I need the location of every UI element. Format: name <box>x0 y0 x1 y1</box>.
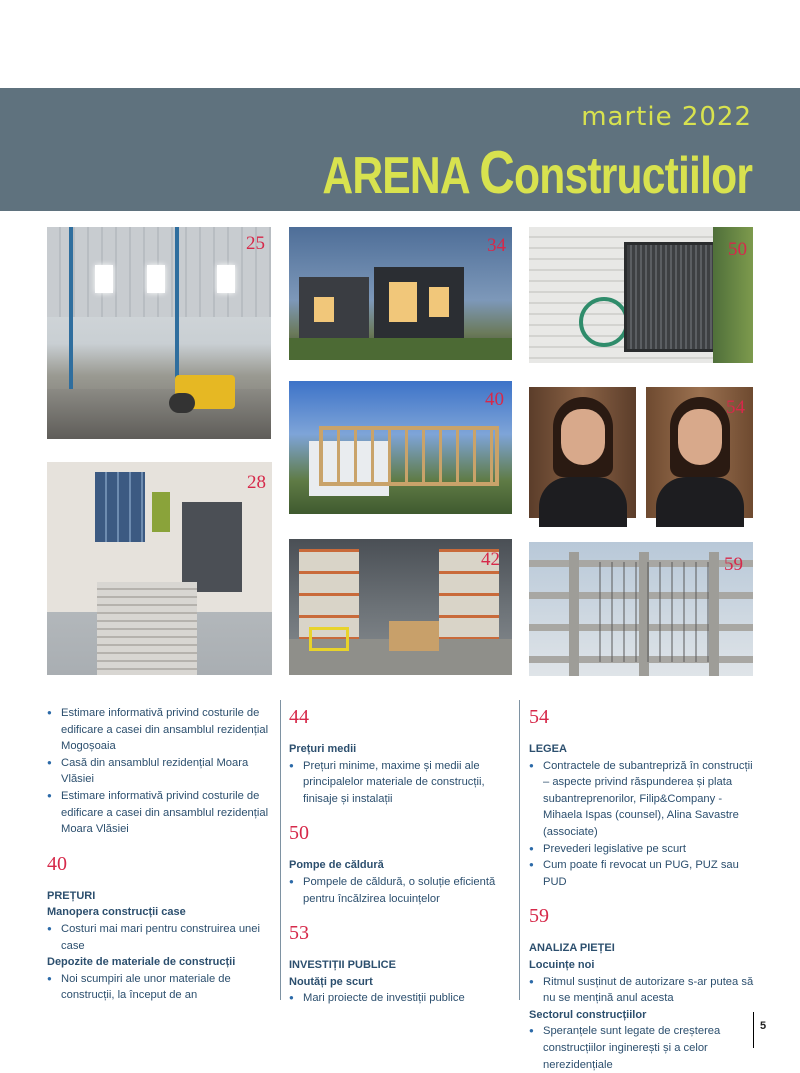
house-left <box>299 277 369 339</box>
toc-item[interactable]: ● Pompele de căldură, o soluție eficientă pentru încălzirea locuințelor <box>289 874 511 907</box>
page-ref-number: 34 <box>487 235 506 256</box>
page-ref-number: 28 <box>247 472 266 493</box>
column-divider <box>280 700 281 1000</box>
photo-portrait-1 <box>529 387 636 518</box>
hall-beam <box>175 227 179 392</box>
toc-item[interactable]: ● Costuri mai mari pentru construirea unei case <box>47 921 272 954</box>
hall-light <box>217 265 235 293</box>
page-number-heading: 44 <box>289 706 309 728</box>
subsection-title: Manopera construcții case <box>47 906 186 919</box>
toc-item[interactable]: ● Mari proiecte de investiții publice <box>289 990 511 1007</box>
safety-rail <box>309 627 349 651</box>
lawn <box>289 338 512 360</box>
concrete-column <box>569 552 579 676</box>
house-right <box>374 267 464 339</box>
column-divider <box>519 700 520 1000</box>
toc-item[interactable]: ● Speranțele sunt legate de creșterea construcțiilor inginerești și a celor nerezidențiale <box>529 1023 759 1073</box>
toc-item[interactable]: ● Ritmul susținut de autorizare s-ar putea să nu se mențină anul acesta <box>529 974 759 1007</box>
title-cap: C <box>479 139 514 206</box>
heat-pump-unit <box>624 242 716 352</box>
section-title: Pompe de căldură <box>289 859 384 872</box>
green-panel <box>152 492 170 532</box>
title-part1: ARENA <box>322 147 480 205</box>
hall-beam <box>69 227 73 392</box>
glass-facade <box>95 472 145 542</box>
page-number-heading: 53 <box>289 922 309 945</box>
page-ref-number: 50 <box>728 239 747 260</box>
page-ref-number: 59 <box>724 554 743 575</box>
timber-frame <box>319 426 499 486</box>
hall-light <box>147 265 165 293</box>
page-ref-number: 42 <box>481 549 500 570</box>
photo-concrete-frame <box>529 542 753 676</box>
page-number-heading: 40 <box>47 852 67 875</box>
toc-item[interactable]: ● Cum poate fi revocat un PUG, PUZ sau PUD <box>529 857 759 890</box>
toc-column-1 <box>47 705 272 1004</box>
page-number-heading: 54 <box>529 706 549 728</box>
photo-roof-framing <box>289 381 512 514</box>
toc-item[interactable]: ● Prețuri minime, maxime și medii ale principalelor materiale de construcții, finisaje și instalații <box>289 758 511 808</box>
page-number-rule <box>753 1012 754 1048</box>
photo-industrial-hall <box>47 227 271 439</box>
photo-warehouse <box>289 539 512 675</box>
lit-window <box>314 297 334 322</box>
section-title: PREȚURI <box>47 889 96 902</box>
photo-heat-pump <box>529 227 753 363</box>
page-ref-number: 25 <box>246 233 265 254</box>
subsection-title: Sectorul construcțiilor <box>529 1008 647 1021</box>
toc-item[interactable]: ● Prevederi legislative pe scurt <box>529 841 759 858</box>
subsection-title: Locuințe noi <box>529 958 595 971</box>
hall-light <box>95 265 113 293</box>
scaffolding <box>589 562 719 662</box>
garden-hose <box>579 297 629 347</box>
subsection-title: Depozite de materiale de construcții <box>47 956 236 969</box>
page-ref-number: 54 <box>726 397 745 418</box>
toc-column-2 <box>289 705 511 1007</box>
page-number-heading: 50 <box>289 822 309 845</box>
pallet <box>389 621 439 651</box>
toc-item[interactable]: ● Noi scumpiri ale unor materiale de construcții, la început de an <box>47 971 272 1004</box>
lit-window <box>389 282 417 322</box>
storage-rack <box>299 549 359 639</box>
page-number: 5 <box>760 1020 767 1032</box>
dark-balconies <box>182 502 242 592</box>
toc-item[interactable]: ● Casă din ansamblul rezidențial Moara Vlăsiei <box>47 755 272 788</box>
road-roller <box>175 375 235 409</box>
toc-item[interactable]: ● Estimare informativă privind costurile de edificare a casei din ansamblul rezidențial Mogoșoaia <box>47 705 272 755</box>
photo-portrait-2 <box>646 387 753 518</box>
photo-modern-houses <box>289 227 512 360</box>
toc-item[interactable]: ● Contractele de subantrepriză în construcții – aspecte privind răspunderea și plata subantreprenorilor, Filip&Company - Mihaela Ispas (counsel), Alina Savastre (associate) <box>529 758 759 841</box>
jacket <box>656 477 744 527</box>
subsection-title: Noutăți pe scurt <box>289 975 373 988</box>
page-ref-number: 40 <box>485 389 504 410</box>
header-banner <box>0 88 800 211</box>
section-title: ANALIZA PIEȚEI <box>529 942 615 955</box>
section-title: Prețuri medii <box>289 743 357 755</box>
entrance-stairs <box>97 582 197 675</box>
section-title: INVESTIȚII PUBLICE <box>289 959 396 972</box>
page-number-heading: 59 <box>529 905 549 928</box>
face <box>561 409 605 465</box>
jacket <box>539 477 627 527</box>
hall-floor <box>47 389 271 439</box>
issue-date: martie 2022 <box>581 102 752 132</box>
section-title: LEGEA <box>529 743 567 755</box>
toc-item[interactable]: ● Estimare informativă privind costurile de edificare a casei din ansamblul rezidențial Moara Vlăsiei <box>47 788 272 838</box>
magazine-title <box>322 138 752 207</box>
lit-window <box>429 287 449 317</box>
title-part2: onstructiilor <box>513 147 752 205</box>
photo-apartment-building <box>47 462 272 675</box>
face <box>678 409 722 465</box>
toc-column-3 <box>529 705 759 1073</box>
